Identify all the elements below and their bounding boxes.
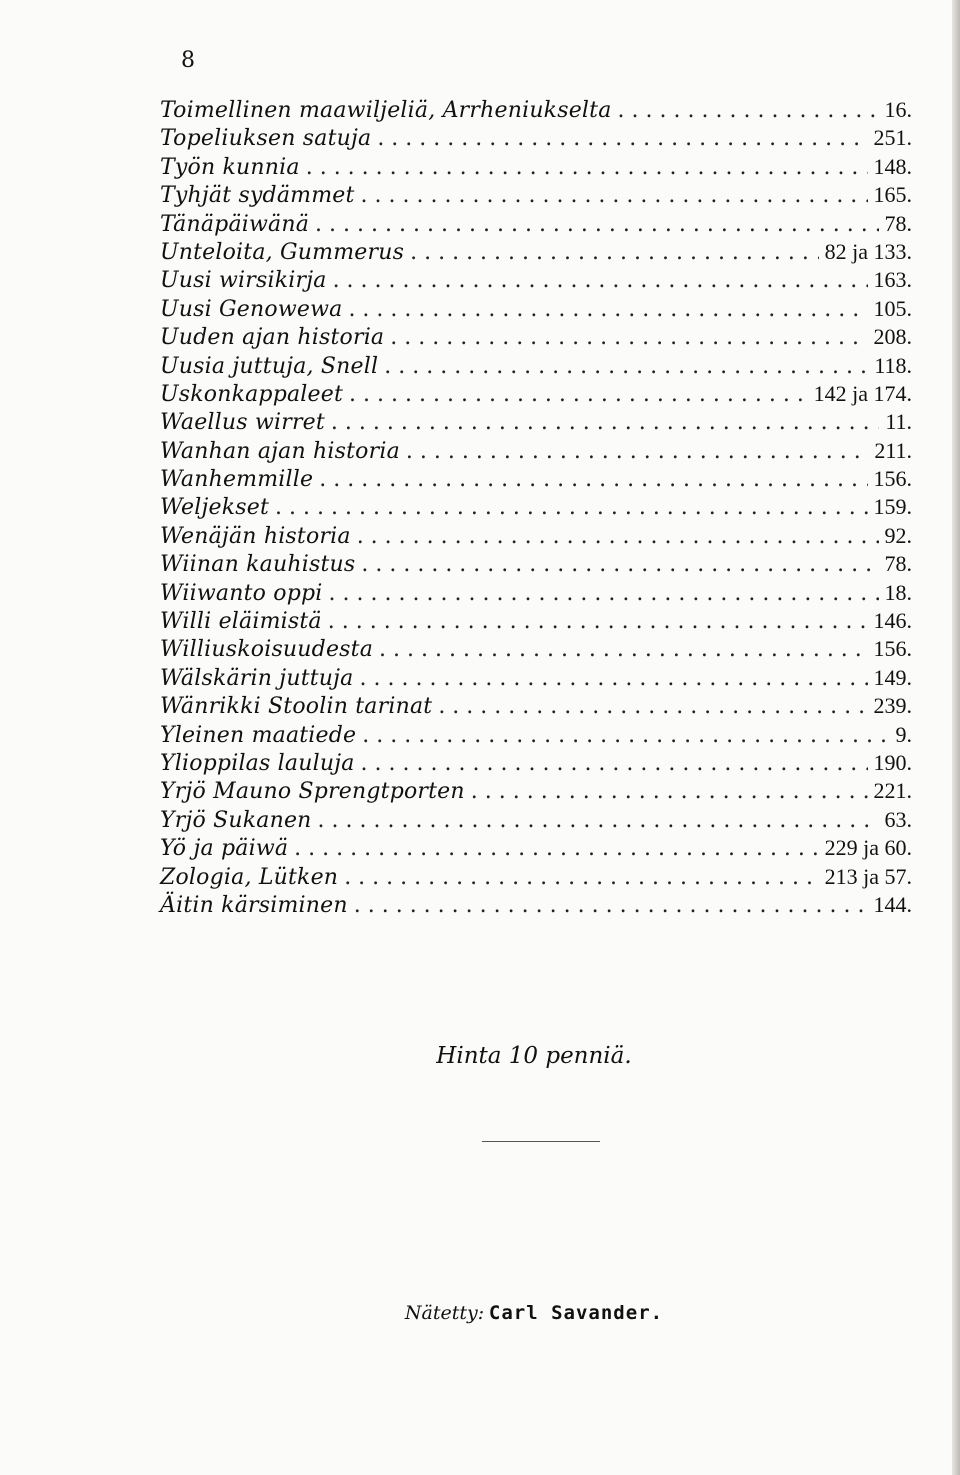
- toc-entry-pages: 165.: [873, 182, 912, 208]
- toc-entry-title: Tyhjät sydämmet: [160, 183, 355, 209]
- toc-entry-title: Tänäpäiwänä: [160, 211, 310, 237]
- toc-dot-leader: [333, 268, 868, 293]
- toc-dot-leader: [306, 155, 868, 180]
- toc-entry: [160, 154, 912, 182]
- toc-entry-pages: 16.: [884, 97, 912, 122]
- toc-entry-title: Willi eläimistä: [160, 609, 322, 635]
- toc-entry-pages: 156.: [873, 466, 912, 492]
- toc-entry-pages: 221.: [873, 778, 912, 804]
- toc-entry: [160, 523, 912, 551]
- toc-entry: [160, 864, 912, 892]
- toc-entry-pages: 11.: [885, 409, 912, 435]
- toc-entry-title: Uusia juttuja, Snell: [160, 353, 379, 379]
- toc-entry-pages: 63.: [884, 806, 912, 832]
- toc-entry-title: Wälskärin juttuja: [160, 665, 354, 691]
- toc-dot-leader: [294, 836, 818, 861]
- toc-entry: [160, 125, 912, 153]
- toc-entry-pages: 92.: [884, 522, 912, 548]
- toc-entry-title: Yö ja päiwä: [160, 836, 289, 862]
- toc-dot-leader: [361, 751, 868, 776]
- toc-dot-leader: [410, 240, 819, 265]
- printer-name: Carl Savander.: [488, 1302, 664, 1324]
- toc-entry: [160, 438, 912, 466]
- toc-entry-title: Zologia, Lütken: [160, 864, 339, 890]
- toc-entry: [160, 324, 912, 352]
- toc-entry-title: Yrjö Sukanen: [160, 807, 312, 833]
- toc-dot-leader: [349, 382, 808, 407]
- toc-entry-title: Uusi wirsikirja: [160, 268, 327, 294]
- toc-entry-pages: 105.: [873, 295, 912, 321]
- toc-entry-title: Wanhemmille: [160, 467, 314, 493]
- toc-entry-pages: 78.: [884, 210, 912, 236]
- toc-entry-title: Äitin kärsiminen: [160, 892, 348, 918]
- toc-entry-title: Ylioppilas lauluja: [160, 750, 355, 776]
- toc-dot-leader: [438, 694, 867, 719]
- toc-entry: [160, 580, 912, 608]
- toc-entry: [160, 296, 912, 324]
- toc-entry-pages: 251.: [873, 125, 912, 151]
- toc-entry-pages: 149.: [873, 664, 912, 690]
- toc-entry-title: Wanhan ajan historia: [160, 438, 400, 464]
- divider-rule: [482, 1141, 600, 1142]
- toc-entry: [160, 182, 912, 210]
- toc-dot-leader: [618, 98, 879, 123]
- toc-entry: [160, 381, 912, 409]
- toc-dot-leader: [362, 723, 889, 748]
- toc-entry-pages: 118.: [874, 352, 912, 378]
- toc-entry-title: Topeliuksen satuja: [160, 126, 372, 152]
- toc-dot-leader: [329, 581, 879, 606]
- toc-entry-title: Waellus wirret: [160, 410, 325, 436]
- toc-dot-leader: [471, 779, 868, 804]
- toc-entry-pages: 159.: [873, 494, 912, 520]
- toc-entry: [160, 551, 912, 579]
- toc-dot-leader: [390, 325, 867, 350]
- toc-entry-title: Uskonkappaleet: [160, 381, 344, 407]
- toc-dot-leader: [379, 637, 867, 662]
- toc-dot-leader: [319, 467, 867, 492]
- toc-entry-pages: 211.: [874, 437, 912, 463]
- toc-entry: [160, 892, 912, 920]
- price-line: Hinta 10 penniä.: [436, 1043, 632, 1069]
- toc-entry: [160, 778, 912, 806]
- toc-dot-leader: [354, 893, 868, 918]
- toc-entry: [160, 409, 912, 437]
- toc-entry-title: Williuskoisuudesta: [160, 637, 374, 663]
- page-number: 8: [181, 48, 195, 73]
- toc-dot-leader: [406, 439, 868, 464]
- toc-entry-pages: 163.: [873, 267, 912, 293]
- toc-dot-leader: [348, 297, 867, 322]
- printer-label: Nätetty:: [404, 1302, 485, 1324]
- toc-entry-title: Weljekset: [160, 495, 269, 521]
- toc-entry-pages: 148.: [873, 153, 912, 179]
- toc-entry-pages: 9.: [895, 721, 912, 747]
- toc-entry: [160, 608, 912, 636]
- toc-entry-title: Wänrikki Stoolin tarinat: [160, 694, 433, 720]
- toc-dot-leader: [359, 666, 867, 691]
- toc-entry-title: Uusi Genowewa: [160, 296, 343, 322]
- toc-entry: [160, 466, 912, 494]
- toc-entry: [160, 353, 912, 381]
- toc-entry: [160, 807, 912, 835]
- toc-dot-leader: [361, 183, 868, 208]
- toc-entry-pages: 146.: [873, 608, 912, 634]
- toc-dot-leader: [318, 808, 879, 833]
- toc-entry: [160, 239, 912, 267]
- toc-entry-title: Toimellinen maawiljeliä, Arrheniukselta: [160, 98, 612, 123]
- toc-entry: [160, 693, 912, 721]
- toc-entry-pages: 82 ja 133.: [824, 238, 912, 264]
- toc-entry: [160, 97, 912, 125]
- toc-entry-pages: 78.: [884, 551, 912, 577]
- toc-entry: [160, 636, 912, 664]
- toc-dot-leader: [331, 410, 879, 435]
- toc-entry-title: Työn kunnia: [160, 154, 300, 180]
- table-of-contents: [160, 97, 912, 920]
- toc-entry-title: Wenäjän historia: [160, 523, 351, 549]
- toc-entry: [160, 494, 912, 522]
- toc-entry-title: Unteloita, Gummerus: [160, 239, 405, 265]
- toc-entry-pages: 156.: [873, 636, 912, 662]
- toc-entry: [160, 722, 912, 750]
- toc-dot-leader: [315, 212, 878, 237]
- toc-entry-pages: 229 ja 60.: [824, 835, 912, 861]
- toc-entry: [160, 750, 912, 778]
- toc-dot-leader: [384, 354, 868, 379]
- toc-dot-leader: [377, 126, 867, 151]
- toc-entry: [160, 267, 912, 295]
- toc-entry-pages: 144.: [873, 891, 912, 917]
- toc-entry-pages: 142 ja 174.: [813, 380, 912, 406]
- toc-entry: [160, 211, 912, 239]
- toc-entry-title: Yrjö Mauno Sprengtporten: [160, 779, 465, 805]
- toc-entry-title: Wiinan kauhistus: [160, 552, 356, 578]
- printer-line: [0, 1302, 960, 1325]
- toc-entry-pages: 239.: [873, 693, 912, 719]
- toc-entry-pages: 18.: [884, 579, 912, 605]
- toc-dot-leader: [344, 865, 818, 890]
- toc-entry-pages: 208.: [873, 324, 912, 350]
- page-edge-shadow: [952, 0, 960, 1475]
- toc-dot-leader: [328, 609, 868, 634]
- toc-entry-title: Uuden ajan historia: [160, 325, 385, 351]
- toc-entry: [160, 665, 912, 693]
- toc-entry-title: Yleinen maatiede: [160, 722, 357, 748]
- toc-dot-leader: [357, 524, 879, 549]
- toc-entry-pages: 213 ja 57.: [824, 863, 912, 889]
- toc-dot-leader: [275, 495, 868, 520]
- toc-entry-title: Wiiwanto oppi: [160, 580, 323, 606]
- toc-dot-leader: [361, 552, 878, 577]
- toc-entry-pages: 190.: [873, 749, 912, 775]
- toc-entry: [160, 835, 912, 863]
